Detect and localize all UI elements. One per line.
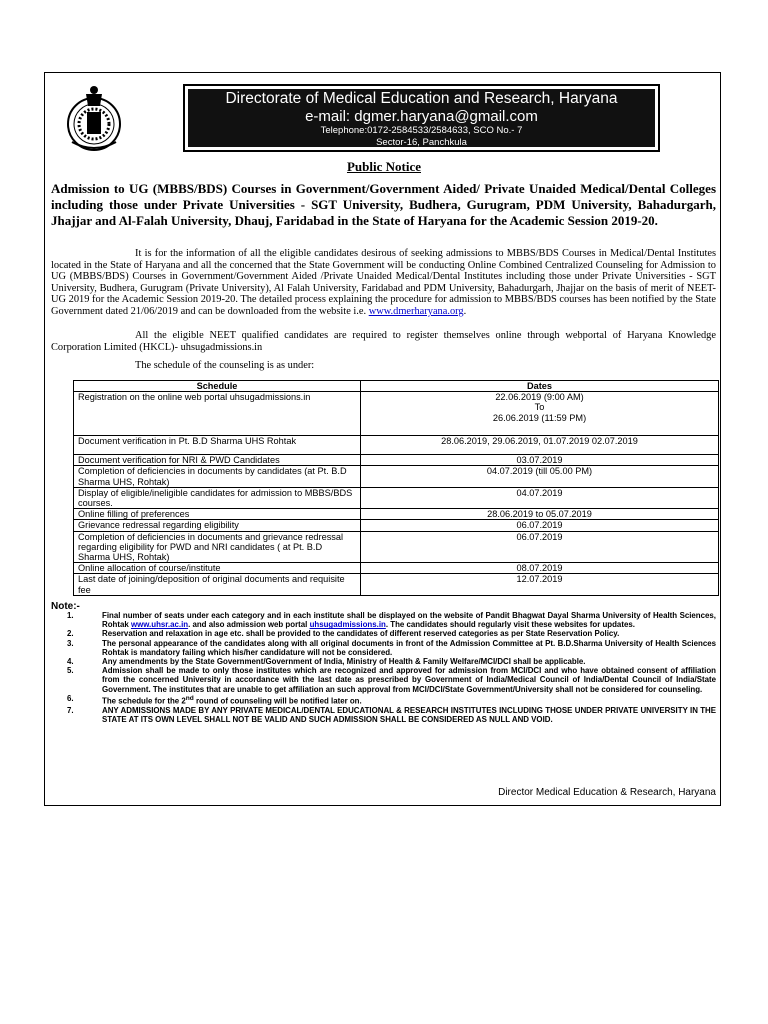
table-row [74,455,719,466]
table-row [74,531,719,563]
org-email: e-mail: dgmer.haryana@gmail.com [305,108,538,125]
note-number: 7. [67,705,74,715]
table-row [74,563,719,574]
schedule-item: Completion of deficiencies in documents by candidates (at Pt. B.D Sharma UHS, Rohtak) [74,466,361,487]
schedule-item: Online allocation of course/institute [74,563,361,574]
schedule-item: Completion of deficiencies in documents and grievance redressal regarding eligibility for PWD and NRI candidates ( at Pt. B.D Sharma UHS, Rohtak) [74,531,361,563]
note-item [51,629,716,638]
schedule-header-date: Dates [361,381,719,392]
schedule-date: 22.06.2019 (9:00 AM) To 26.06.2019 (11:59 PM) [361,392,719,436]
paragraph-info-text: It is for the information of all the eligible candidates desirous of seeking admissions to MBBS/BDS Courses in Medical/Dental Institutes located in the State of Haryana and all the concerned that the State Government will be conducting Online Combined Centralized Counseling for Admission to UG (MBBS/BDS) Courses in Government/Government Aided /Private Unaided Medical/Dental Institutes including those under Private Universities - SGT University, Budhera, Gurugram (Private University), Al Falah University, Faridabad and PDM University, Bahadurgarh, Jhajjar on the basis of merit of NEET-UG 2019 for the Academic Session 2019-20. The detailed process explaining the procedure for admission to MBBS/BDS courses has been notified by the State Government dated 21/06/2019 and can be downloaded from the website i.e. [51,248,716,317]
note-text: Admission shall be made to only those institutes which are recognized and approved for admission from MCI/DCI and who have obtained consent of affiliation from the concerned University in accordance with the last date as prescribed by Government of India/Medical Council of India/Dental Council of India/State Government. The institutes that are unable to get affiliation an such approval from MCI/DCI/State Government/University shall not be considered for counseling. [102,666,716,694]
table-row [74,436,719,455]
note-text: Any amendments by the State Government/Government of India, Ministry of Health & Family Welfare/MCI/DCI shall be applicable. [102,657,586,667]
note-number: 3. [67,638,74,648]
dmer-website-link[interactable]: www.dmerharyana.org [368,305,464,317]
schedule-item: Registration on the online web portal uhsugadmissions.in [74,392,361,436]
schedule-date: 06.07.2019 [361,520,719,531]
note-number: 6. [67,693,74,703]
table-row [74,466,719,487]
org-address: Sector-16, Panchkula [376,137,467,148]
note-heading: Note:- [51,601,80,612]
schedule-date: 04.07.2019 [361,487,719,508]
notice-subject: Admission to UG (MBBS/BDS) Courses in Government/Government Aided/ Private Unaided Medical/Dental Colleges including those under Private Universities - SGT University, Budhera, Gurugram, PDM University, Bahadurgarh, Jhajjar and Al-Falah University, Dhauj, Faridabad in the State of Haryana for the Academic Session 2019-20. [51,181,716,228]
header-banner [188,89,655,147]
table-row [74,520,719,531]
schedule-header-item: Schedule [74,381,361,392]
note-item [51,639,716,657]
table-row [74,487,719,508]
note-text: Reservation and relaxation in age etc. shall be provided to the candidates of different reserved categories as per State Reservation Policy. [102,629,620,639]
note-superscript: nd [185,694,194,702]
schedule-date: 12.07.2019 [361,574,719,595]
note-text: round of counseling will be notified later on. [193,696,362,706]
schedule-item: Grievance redressal regarding eligibility [74,520,361,531]
note-text: The schedule for the 2 [102,696,186,706]
note-number: 5. [67,666,74,676]
note-item [51,611,716,629]
note-item [51,706,716,724]
org-telephone: Telephone:0172-2584533/2584633, SCO No.- 7 [320,125,523,136]
notice-title: Public Notice [346,159,421,174]
paragraph-registration: All the eligible NEET qualified candidates are required to register themselves online through webportal of Haryana Knowledge Corporation Limited (HKCL)- uhsugadmissions.in [51,330,716,353]
schedule-item: Online filling of preferences [74,509,361,520]
note-number: 4. [67,657,74,667]
schedule-table [73,380,719,596]
schedule-item: Last date of joining/deposition of original documents and requisite fee [74,574,361,595]
note-item [51,694,716,706]
table-row [74,509,719,520]
schedule-item: Document verification in Pt. B.D Sharma UHS Rohtak [74,436,361,455]
uhsr-website-link[interactable]: www.uhsr.ac.in [130,620,189,630]
paragraph-info: It is for the information of all the eligible candidates desirous of seeking admissions to MBBS/BDS Courses in Medical/Dental Institutes located in the State of Haryana and all the concerned that the State Government will be conducting Online Combined Centralized Counseling for Admission to UG (MBBS/BDS) Courses in Government/Government Aided /Private Unaided Medical/Dental Institutes including those under Private Universities - SGT University, Budhera, Gurugram (Private University), Al Falah University, Faridabad and PDM University, Bahadurgarh, Jhajjar on the basis of merit of NEET-UG 2019 for the Academic Session 2019-20. The detailed process explaining the procedure for admission to MBBS/BDS courses has been notified by the State Government dated 21/06/2019 and can be downloaded from the website i.e. www.dmerharyana.org. [51,248,716,317]
note-text: Final number of seats under each category and in each institute shall be displayed on the website of Pandit Bhagwat Dayal Sharma University of Health Sciences, Rohtak [102,611,716,630]
note-number: 1. [67,611,74,620]
schedule-date: 28.06.2019, 29.06.2019, 01.07.2019 02.07.2019 [361,436,719,455]
signature: Director Medical Education & Research, Haryana [498,787,716,798]
schedule-item: Display of eligible/ineligible candidates for admission to MBBS/BDS courses. [74,487,361,508]
schedule-date: 04.07.2019 (till 05.00 PM) [361,466,719,487]
table-row [74,574,719,595]
note-text: . and also admission web portal [188,620,310,630]
paragraph-schedule-intro: The schedule of the counseling is as under: [135,360,315,371]
note-text: ANY ADMISSIONS MADE BY ANY PRIVATE MEDICAL/DENTAL EDUCATIONAL & RESEARCH INSTITUTES INCLUDING THOSE UNDER PRIVATE UNIVERSITY IN THE STATE AT ITS OWN LEVEL SHALL NOT BE VALID AND SUCH ADMISSION SHALL BE CONSIDERED AS NULL AND VOID. [102,705,716,724]
schedule-date: 08.07.2019 [361,563,719,574]
notes-list [51,611,716,724]
note-item [51,657,716,666]
note-number: 2. [67,629,74,639]
header-box [183,84,660,152]
note-item [51,666,716,694]
schedule-item: Document verification for NRI & PWD Candidates [74,455,361,466]
org-name: Directorate of Medical Education and Research, Haryana [225,90,618,107]
table-row [74,392,719,436]
schedule-date: 06.07.2019 [361,531,719,563]
schedule-date: 28.06.2019 to 05.07.2019 [361,509,719,520]
note-text: . The candidates should regularly visit these websites for updates. [385,620,635,630]
schedule-date: 03.07.2019 [361,455,719,466]
admissions-portal-link[interactable]: uhsugadmissions.in [309,620,386,630]
note-text: The personal appearance of the candidates along with all original documents in front of the Admission Committee at Pt. B.D.Sharma University of Health Sciences Rohtak is mandatory failing which his/her candidature will not be considered. [102,638,716,657]
schedule-header-row [74,381,719,392]
haryana-emblem-icon [64,84,124,154]
